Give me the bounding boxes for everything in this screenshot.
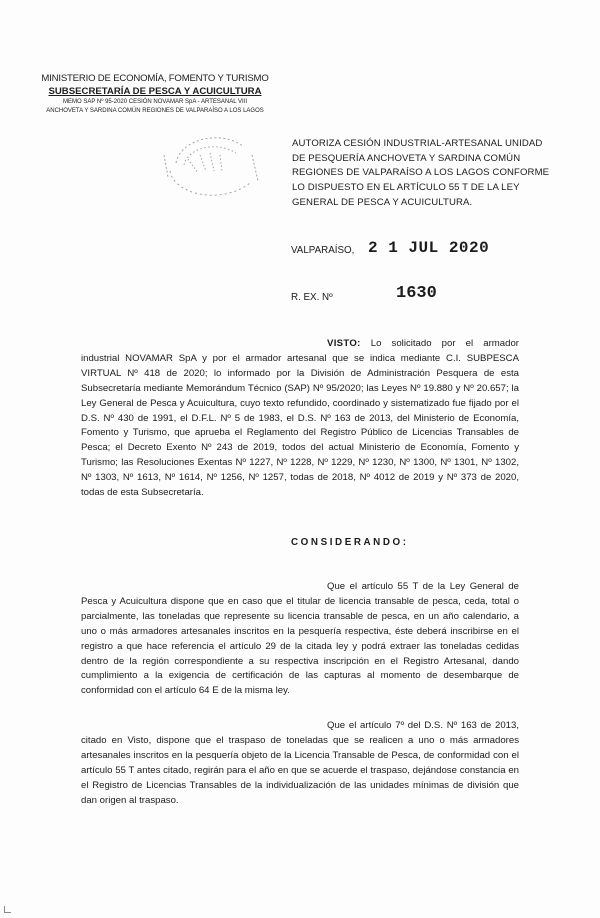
considerando-heading: CONSIDERANDO: bbox=[291, 537, 409, 548]
resolution-subject: AUTORIZA CESIÓN INDUSTRIAL-ARTESANAL UNIDAD DE PESQUERÍA ANCHOVETA Y SARDINA COMÚN REGIONES DE VALPARAÍSO A LOS LAGOS CONFORME LO DISPUESTO EN EL ARTÍCULO 55 T DE LA LEY GENERAL DE PESCA Y ACUICULTURA. bbox=[292, 138, 550, 208]
visto-label: VISTO: bbox=[327, 338, 361, 349]
memo-reference-line-1: MEMO SAP Nº 95-2020 CESIÓN NOVAMAR SpA - ARTESANAL VIII bbox=[62, 99, 248, 105]
place-label: VALPARAÍSO, bbox=[291, 245, 355, 256]
visto-text: Lo solicitado por el armador industrial NOVAMAR SpA y por el armador artesanal que se indica mediante C.I. SUBPESCA VIRTUAL Nº 418 de 2020; lo informado por la División de Administración Pesquera de esta Subsecretaría mediante Memorándum Técnico (SAP) Nº 95/2020; las Leyes Nº 19.880 y Nº 20.657; la Ley General de Pesca y Acuicultura, cuyo texto refundido, coordinado y sistematizado fue fijado por el D.S. Nº 430 de 1991, el D.F.L. Nº 5 de 1983, el D.S. Nº 163 de 2013, del Ministerio de Economía, Fomento y Turismo, que aprueba el Reglamento del Registro Público de Licencias Transables de Pesca; el Decreto Exento Nº 243 de 2019, todos del actual Ministerio de Economía, Fomento y Turismo; las Resoluciones Exentas Nº 1227, Nº 1228, Nº 1229, Nº 1230, Nº 1300, Nº 1301, Nº 1302, Nº 1303, Nº 1613, Nº 1614, Nº 1256, Nº 1257, todas de 2018, Nº 4012 de 2019 y Nº 373 de 2020, todas de esta Subsecretaría. bbox=[81, 338, 519, 499]
resolution-number: 1630 bbox=[396, 284, 437, 303]
memo-reference-line-2: ANCHOVETA Y SARDINA COMÚN REGIONES DE VALPARAÍSO A LOS LAGOS bbox=[46, 108, 264, 114]
considerando-paragraph-2 bbox=[81, 719, 519, 808]
letterhead bbox=[30, 72, 280, 116]
ministry-name: MINISTERIO DE ECONOMÍA, FOMENTO Y TURISMO bbox=[41, 73, 269, 84]
paragraph-2-text: Que el artículo 7º del D.S. Nº 163 de 2013, citado en Visto, dispone que el traspaso de toneladas que se realicen a uno o más armadores artesanales inscritos en la pesquería objeto de la Licencia Transable de Pesca, de conformidad con el artículo 55 T antes citado, regirán para el año en que se acuerde el traspaso, dejándose constancia en el Registro de Licencias Transables de la individualización de las unidades mínimas de división que dan origen al traspaso. bbox=[81, 720, 519, 806]
scan-corner-mark bbox=[4, 906, 11, 913]
paragraph-1-text: Que el artículo 55 T de la Ley General de Pesca y Acuicultura dispone que en caso que el titular de licencia transable de pesca, ceda, total o parcialmente, las toneladas que represente su licencia transable de pesca, en un año calendario, a uno o más armadores artesanales inscritos en la pesquería respectiva, éste deberá inscribirse en el registro a que hace referencia el artículo 29 de la citada ley y podrá extraer las toneladas cedidas dentro de la región correspondiente a su respectiva inscripción en el Registro Artesanal, dando cumplimiento a la exigencia de certificación de las capturas al momento de desembarque de conformidad con el artículo 64 E de la misma ley. bbox=[81, 581, 519, 697]
considerando-paragraph-1 bbox=[81, 580, 519, 699]
resolution-label: R. EX. Nº bbox=[291, 292, 333, 303]
official-seal-stamp bbox=[158, 125, 270, 205]
subsecretaria-name: SUBSECRETARÍA DE PESCA Y ACUICULTURA bbox=[48, 86, 262, 97]
date-stamp: 2 1 JUL 2020 bbox=[368, 239, 490, 257]
visto-section bbox=[81, 337, 519, 501]
